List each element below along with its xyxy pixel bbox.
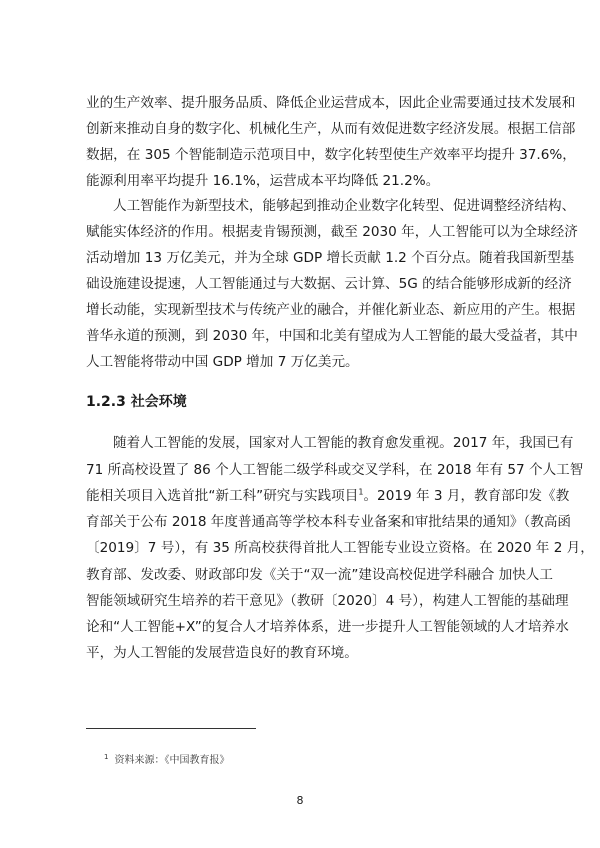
text-line: 人工智能作为新型技术，能够起到推动企业数字化转型、促进调整经济结构、 [113,198,576,214]
section-heading: 1.2.3 社会环境 [86,394,187,410]
text-line: 教育部、发改委、财政部印发《关于“双一流”建设高校促进学科融合 加快人工 [86,567,553,583]
text-line: 赋能实体经济的作用。根据麦肯锡预测，截至 2030 年，人工智能可以为全球经济 [86,224,578,240]
text-line: 增长动能，实现新型技术与传统产业的融合，并催化新业态、新应用的产生。根据 [86,302,576,318]
text-line [86,487,570,505]
text-line: 活动增加 13 万亿美元，并为全球 GDP 增长贡献 1.2 个百分点。随着我国新型基 [86,250,575,266]
text-line: 能源利用率平均提升 16.1%，运营成本平均降低 21.2%。 [86,173,440,189]
text-line: 人工智能将带动中国 GDP 增加 7 万亿美元。 [86,354,359,370]
text-line: 随着人工智能的发展，国家对人工智能的教育愈发重视。2017 年，我国已有 [113,435,574,451]
text-line: 业的生产效率、提升服务品质、降低企业运营成本，因此企业需要通过技术发展和 [86,95,576,111]
text-line: 71 所高校设置了 86 个人工智能二级学科或交叉学科，在 2018 年有 57 个人工智 [86,462,584,478]
footnote-mark: 1 [104,752,109,761]
footnote-reference[interactable]: 1 [358,487,364,497]
text-segment: 。2019 年 3 月，教育部印发《教 [363,488,570,504]
footnote-divider [86,728,256,729]
text-line: 数据，在 305 个智能制造示范项目中，数字化转型使生产效率平均提升 37.6%， [86,147,576,163]
footnote-text: 资料来源：《中国教育报》 [114,755,230,766]
text-line: 智能领域研究生培养的若干意见》（教研〔2020〕4 号），构建人工智能的基础理 [86,593,569,609]
text-line: 创新来推动自身的数字化、机械化生产，从而有效促进数字经济发展。根据工信部 [86,121,576,137]
text-segment: 能相关项目入选首批“新工科”研究与实践项目 [86,488,359,504]
footnote [104,751,229,766]
text-line: 育部关于公布 2018 年度普通高等学校本科专业备案和审批结果的通知》（教高函 [86,514,572,530]
text-line: 论和“人工智能+X”的复合人才培养体系，进一步提升人工智能领域的人才培养水 [86,619,569,635]
page-number: 8 [296,794,304,807]
text-line: 础设施建设提速，人工智能通过与大数据、云计算、5G 的结合能够形成新的经济 [86,276,572,292]
text-line: 普华永道的预测，到 2030 年，中国和北美有望成为人工智能的最大受益者，其中 [86,328,578,344]
text-line: 平，为人工智能的发展营造良好的教育环境。 [86,645,358,661]
text-line: 〔2019〕7 号），有 35 所高校获得首批人工智能专业设立资格。在 2020 年 2 月， [86,540,594,556]
